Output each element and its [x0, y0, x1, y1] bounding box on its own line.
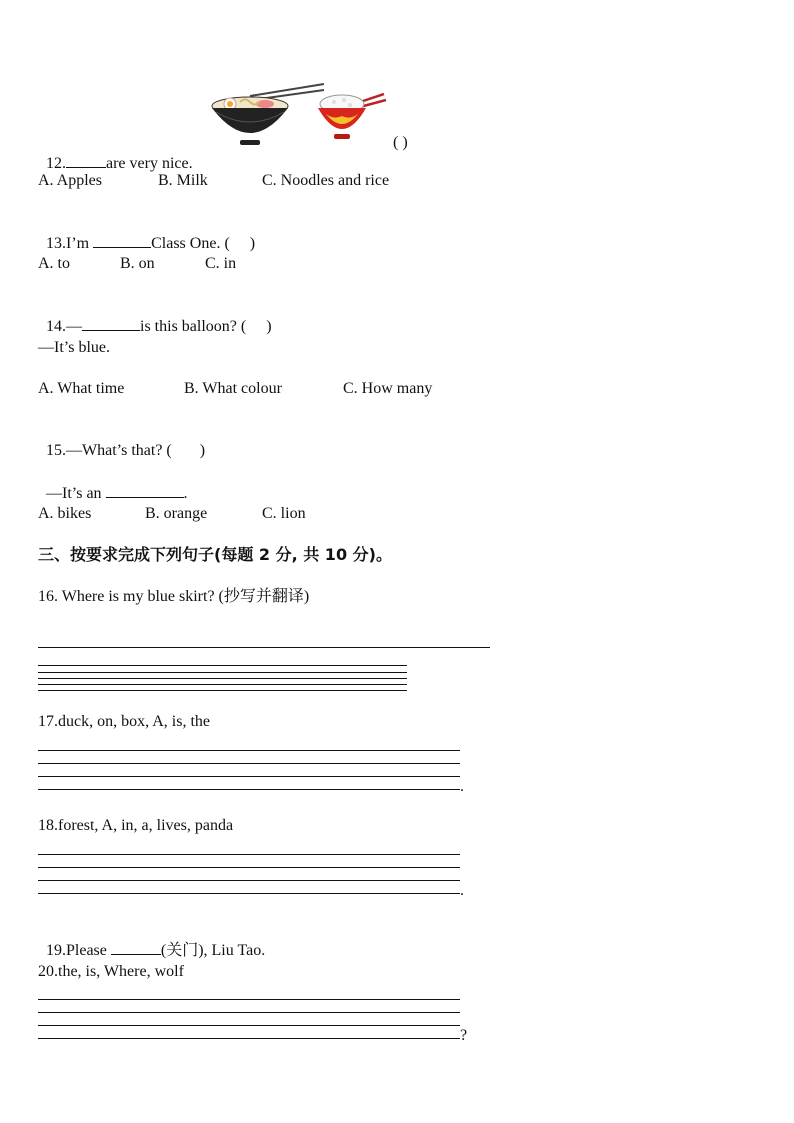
writing-line[interactable]: [38, 647, 490, 648]
answer-blank[interactable]: [66, 153, 106, 168]
option-b: B. What colour: [184, 380, 282, 397]
option-b: B. on: [120, 255, 155, 272]
option-c: C. Noodles and rice: [262, 172, 390, 189]
answer-blank[interactable]: [106, 483, 184, 498]
question-text: (关门), Liu Tao.: [160, 942, 266, 959]
question-12: [38, 133, 193, 174]
writing-line[interactable]: [38, 684, 407, 685]
paren-close: ): [199, 442, 206, 459]
option-b: B. orange: [145, 505, 208, 522]
question-number: 12.: [46, 155, 66, 172]
option-c: C. lion: [262, 505, 306, 522]
question-16: 16. Where is my blue skirt? (抄写并翻译): [38, 588, 310, 605]
option-a: A. bikes: [38, 505, 92, 522]
answer-blank[interactable]: [82, 316, 140, 331]
option-c: C. How many: [343, 380, 433, 397]
writing-line[interactable]: [38, 678, 407, 679]
question-18: 18.forest, A, in, a, lives, panda: [38, 817, 234, 834]
question-15: [38, 421, 205, 461]
question-text: are very nice.: [106, 155, 193, 172]
end-punctuation: .: [460, 882, 464, 899]
question-number: 14.—: [46, 318, 82, 335]
question-14: [38, 296, 272, 337]
end-punctuation: .: [460, 778, 464, 795]
answer-prefix: —It’s an: [46, 485, 102, 502]
question-number: 13.I’m: [46, 235, 90, 252]
writing-line[interactable]: [38, 789, 460, 790]
writing-line[interactable]: [38, 867, 460, 868]
end-punctuation: ?: [460, 1027, 468, 1044]
question-17: 17.duck, on, box, A, is, the: [38, 713, 210, 730]
option-a: A. Apples: [38, 172, 102, 189]
question-19: [38, 920, 265, 961]
paren-close: ): [249, 235, 256, 252]
question-text: 15.—What’s that? (: [46, 442, 172, 459]
answer-line: [38, 463, 188, 504]
writing-line[interactable]: [38, 1025, 460, 1026]
writing-line[interactable]: [38, 880, 460, 881]
writing-line[interactable]: [38, 750, 460, 751]
rice-bowl-icon: [314, 90, 390, 142]
answer-blank[interactable]: [93, 233, 151, 248]
question-13: [38, 213, 255, 254]
writing-line[interactable]: [38, 1038, 460, 1039]
writing-line[interactable]: [38, 854, 460, 855]
question-text: is this balloon? (: [140, 318, 247, 335]
question-prefix: 19.Please: [46, 942, 107, 959]
writing-line[interactable]: [38, 763, 460, 764]
option-a: A. to: [38, 255, 70, 272]
option-a: A. What time: [38, 380, 125, 397]
option-c: C. in: [205, 255, 237, 272]
answer-line: —It’s blue.: [38, 339, 110, 356]
answer-suffix: .: [183, 485, 188, 502]
writing-line[interactable]: [38, 665, 407, 666]
paren-close: ): [266, 318, 272, 335]
writing-line[interactable]: [38, 776, 460, 777]
writing-line[interactable]: [38, 893, 460, 894]
noodle-bowl-icon: [210, 80, 326, 150]
answer-blank[interactable]: [111, 940, 161, 955]
writing-line[interactable]: [38, 672, 407, 673]
writing-line[interactable]: [38, 690, 407, 691]
section-heading: 三、按要求完成下列句子(每题 2 分, 共 10 分)。: [38, 545, 392, 564]
answer-paren[interactable]: ( ): [393, 134, 408, 151]
writing-line[interactable]: [38, 1012, 460, 1013]
writing-line[interactable]: [38, 999, 460, 1000]
question-text: Class One. (: [151, 235, 230, 252]
option-b: B. Milk: [158, 172, 208, 189]
question-20: 20.the, is, Where, wolf: [38, 963, 184, 980]
